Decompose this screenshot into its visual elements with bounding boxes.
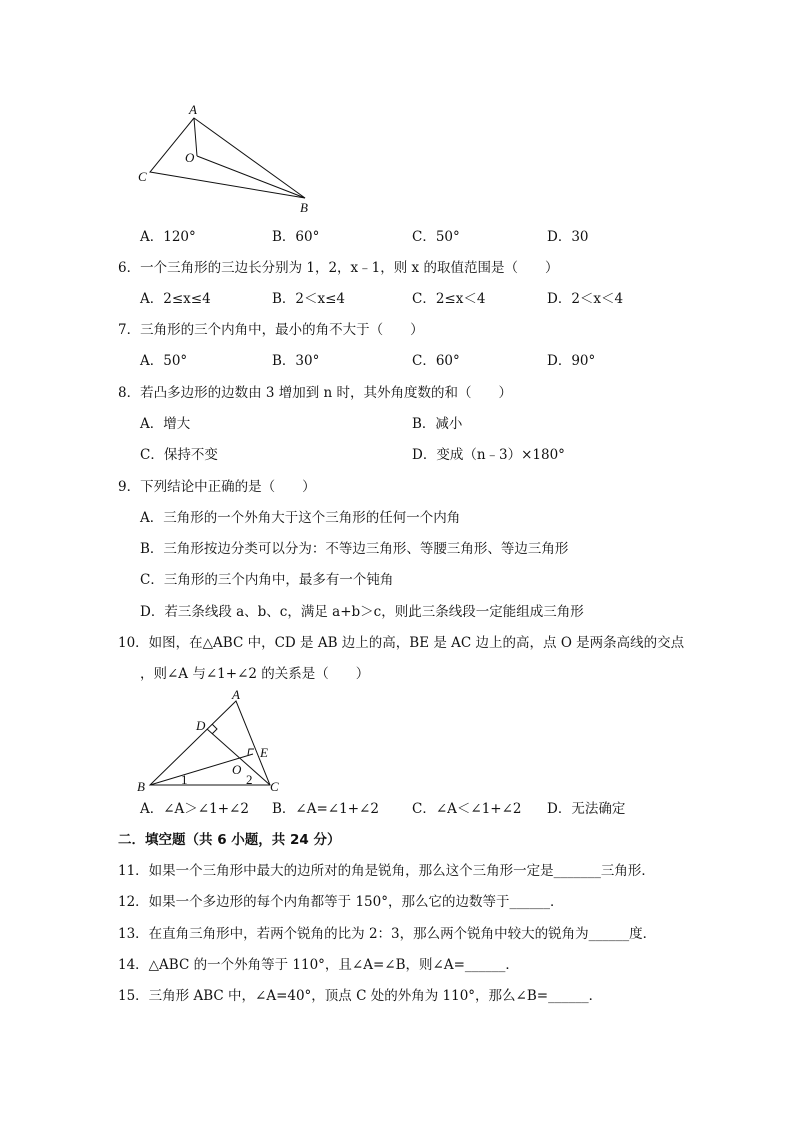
q6-stem: 6．一个三角形的三边长分别为 1，2，x﹣1，则 x 的取值范围是（ ）	[118, 260, 559, 276]
label-a: A	[232, 688, 240, 702]
q8-option-d: D．变成（n﹣3）×180°	[412, 447, 565, 463]
label-b: B	[137, 779, 145, 794]
triangle-abc	[150, 118, 305, 198]
label-angle-2: 2	[246, 772, 253, 787]
q8-option-b: B．减小	[412, 416, 463, 432]
q14-text: 14．△ABC 的一个外角等于 110°，且∠A=∠B，则∠A=______．	[118, 957, 519, 973]
label-c: C	[138, 169, 147, 184]
q6-option-c: C．2≤x＜4	[412, 291, 486, 307]
q10-option-a: A．∠A＞∠1+∠2	[140, 801, 249, 817]
label-e: E	[260, 745, 268, 760]
q7-stem: 7．三角形的三个内角中，最小的角不大于（ ）	[118, 322, 424, 338]
q8-stem: 8．若凸多边形的边数由 3 增加到 n 时，其外角度数的和（ ）	[118, 385, 513, 401]
section-heading-fill-in: 二．填空题（共 6 小题，共 24 分）	[118, 832, 341, 848]
q6-option-d: D．2＜x＜4	[547, 291, 624, 307]
figure-triangle-abc-o	[130, 100, 330, 220]
q5-option-a: A．120°	[140, 229, 196, 245]
right-angle-d	[212, 724, 217, 734]
figure-triangle-altitudes	[134, 688, 294, 798]
q7-option-a: A．50°	[140, 353, 188, 369]
q10-option-d: D．无法确定	[547, 801, 626, 817]
segment-ao	[194, 118, 197, 156]
q6-option-a: A．2≤x≤4	[140, 291, 211, 307]
q6-option-b: B．2＜x≤4	[272, 291, 346, 307]
q7-option-b: B．30°	[272, 353, 320, 369]
segment-ob	[197, 156, 305, 198]
q9-stem: 9．下列结论中正确的是（ ）	[118, 479, 316, 495]
q9-option-d: D．若三条线段 a、b、c，满足 a+b＞c，则此三条线段一定能组成三角形	[140, 604, 584, 620]
q8-option-a: A．增大	[140, 416, 191, 432]
q9-option-b: B．三角形按边分类可以分为：不等边三角形、等腰三角形、等边三角形	[140, 541, 569, 557]
q7-option-d: D．90°	[547, 353, 596, 369]
q10-stem-line1: 10．如图，在△ABC 中，CD 是 AB 边上的高，BE 是 AC 边上的高，点 O 是两条高线的交点	[118, 635, 685, 651]
label-o: O	[232, 762, 242, 777]
q9-option-c: C．三角形的三个内角中，最多有一个钝角	[140, 572, 394, 588]
q13-text: 13．在直角三角形中，若两个锐角的比为 2：3，那么两个锐角中较大的锐角为______度．	[118, 926, 657, 942]
label-d: D	[196, 718, 206, 733]
q10-option-c: C．∠A＜∠1+∠2	[412, 801, 522, 817]
q12-text: 12．如果一个多边形的每个内角都等于 150°，那么它的边数等于______．	[118, 894, 564, 910]
q15-text: 15．三角形 ABC 中，∠A=40°，顶点 C 处的外角为 110°，那么∠B=______．	[118, 988, 603, 1004]
q5-option-c: C．50°	[412, 229, 460, 245]
q10-option-b: B．∠A=∠1+∠2	[272, 801, 379, 817]
label-a: A	[189, 102, 197, 117]
label-c: C	[270, 779, 279, 794]
label-angle-1: 1	[181, 772, 188, 787]
q9-option-a: A．三角形的一个外角大于这个三角形的任何一个内角	[140, 510, 461, 526]
label-o: O	[185, 150, 195, 165]
q5-option-b: B．60°	[272, 229, 320, 245]
q10-stem-line2: ，则∠A 与∠1+∠2 的关系是（ ）	[140, 666, 370, 682]
label-b: B	[300, 200, 308, 215]
q8-option-c: C．保持不变	[140, 447, 218, 463]
q7-option-c: C．60°	[412, 353, 460, 369]
q5-option-d: D．30	[547, 229, 589, 245]
q11-text: 11．如果一个三角形中最大的边所对的角是锐角，那么这个三角形一定是_______三角形．	[118, 863, 655, 879]
